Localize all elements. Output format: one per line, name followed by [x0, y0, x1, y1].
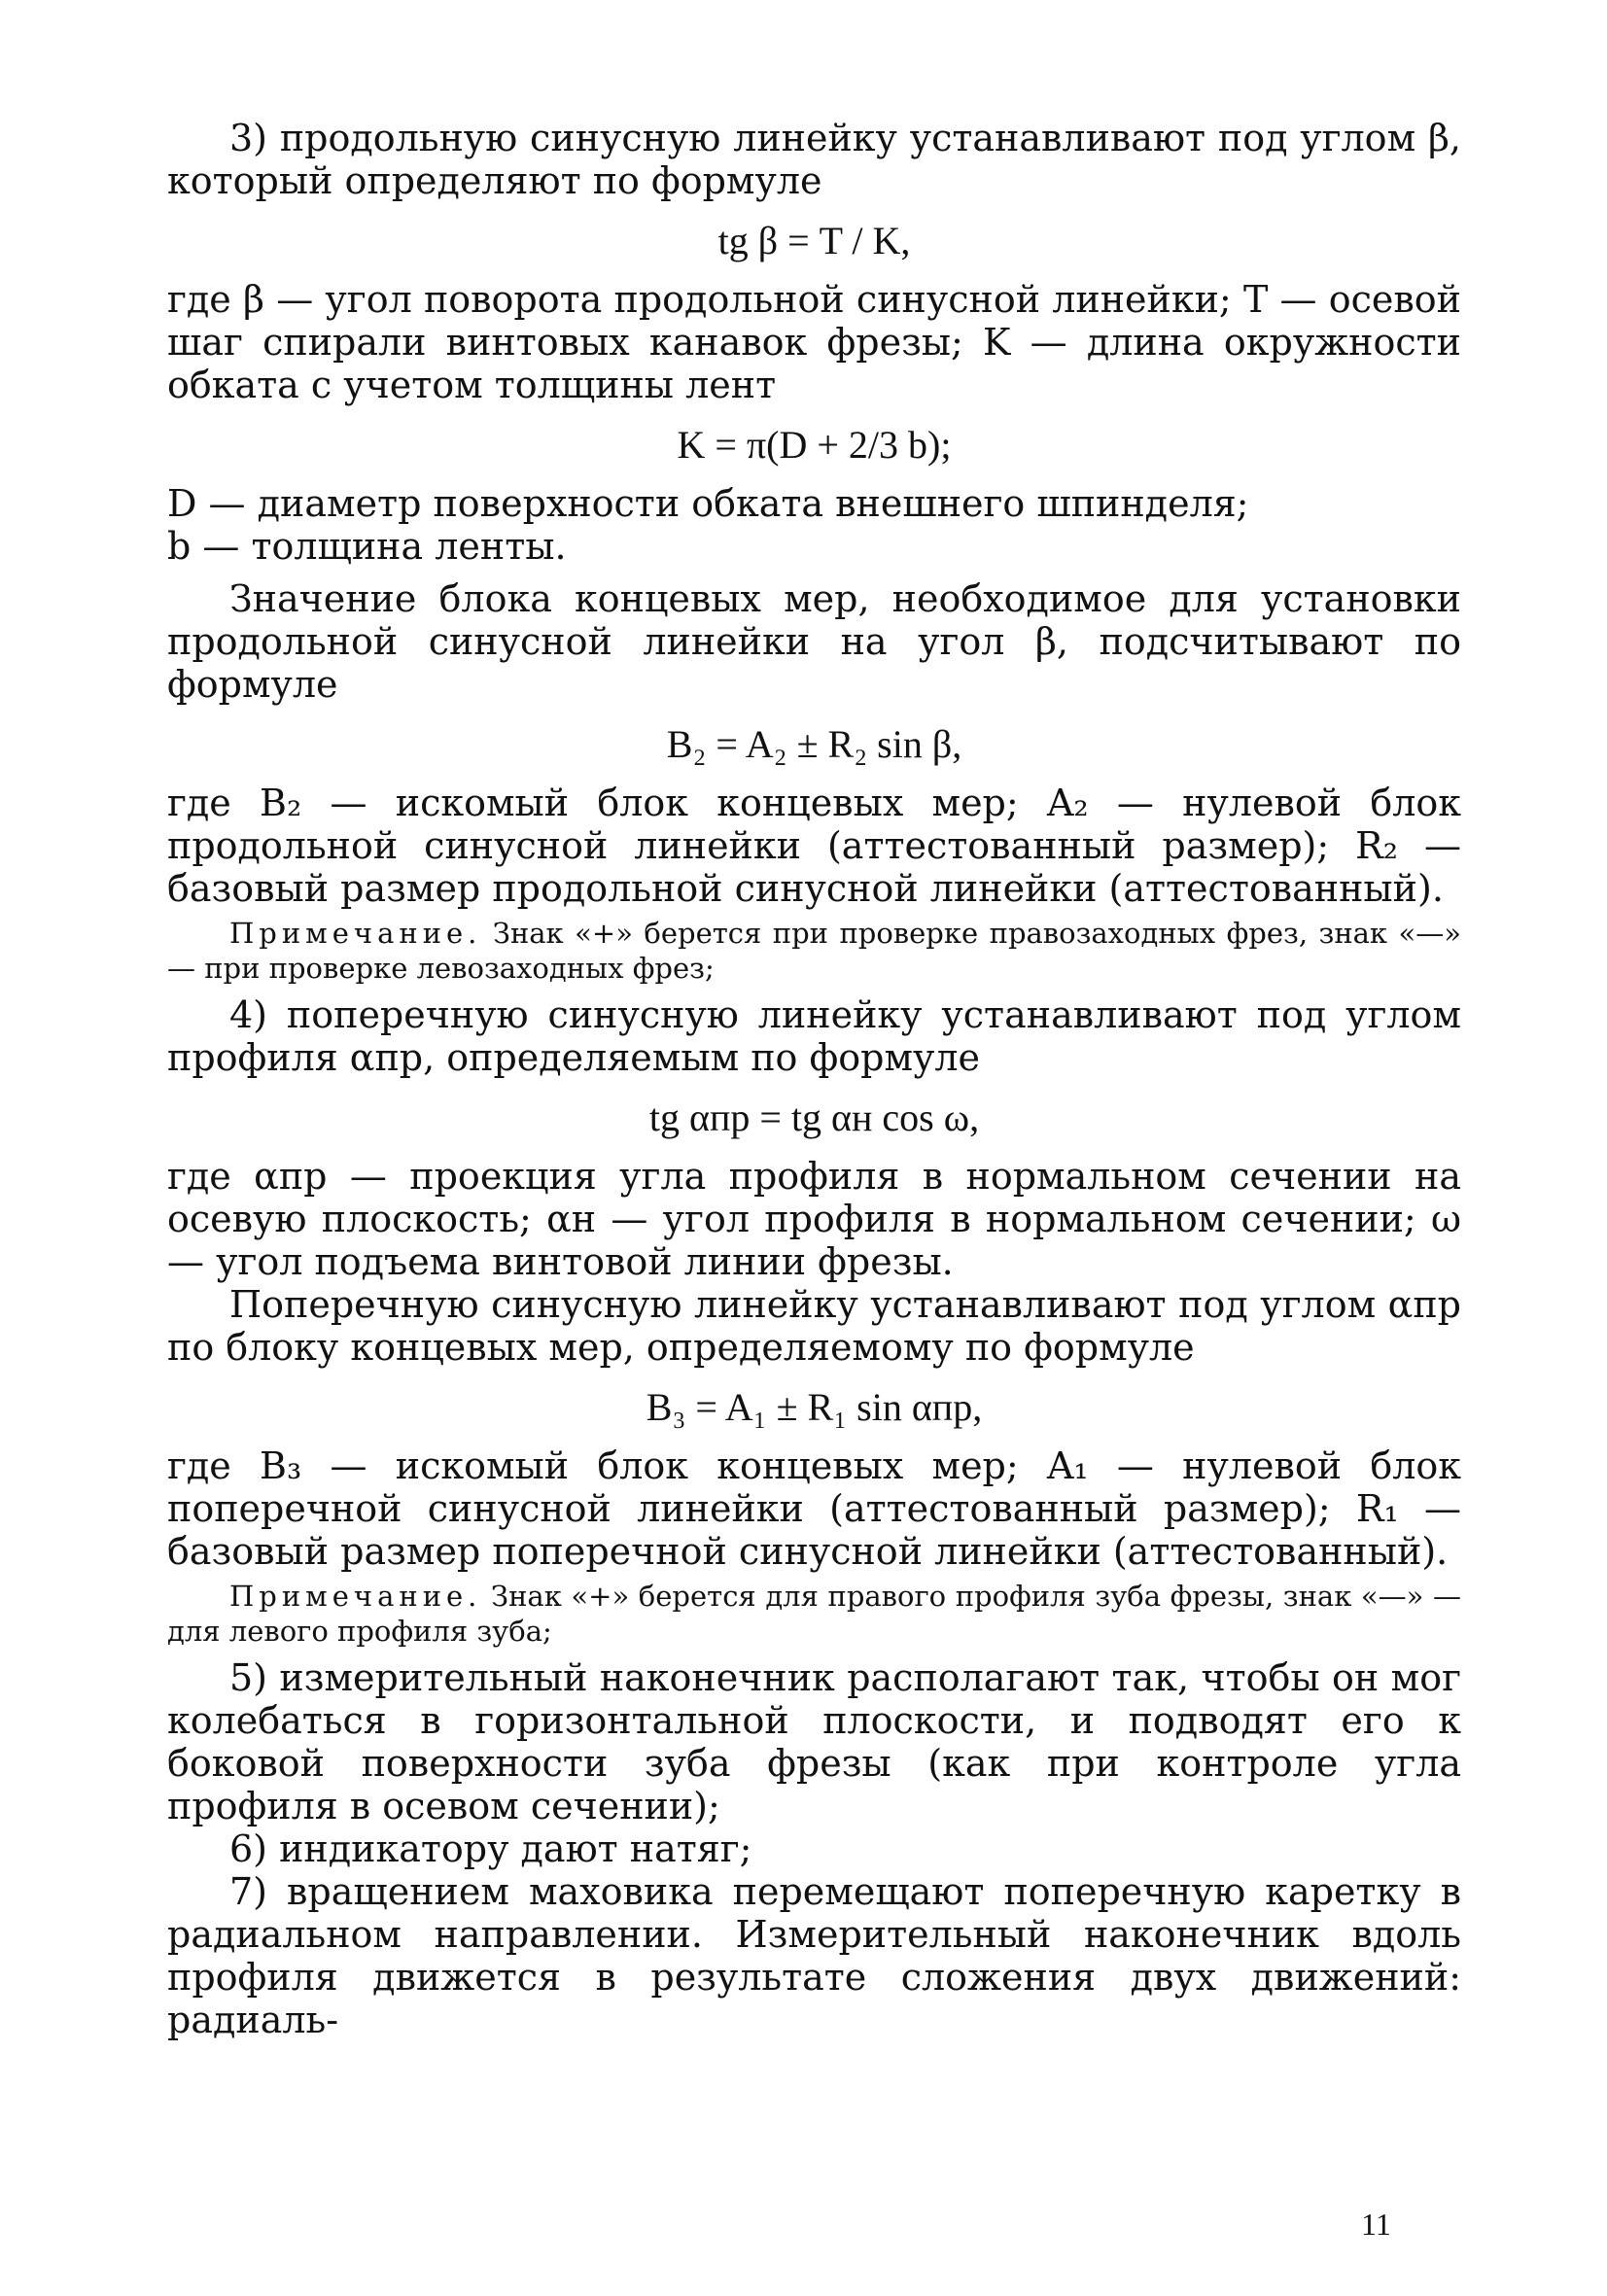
page-number: 11	[1361, 2207, 1391, 2242]
formula-text: tg β = T / K,	[717, 219, 911, 262]
formula-text: B₂ = A₂ ± R₂ sin β,	[666, 722, 962, 766]
paragraph-b2-definitions: где B₂ — искомый блок концевых мер; A₂ — нулевой блок продольной синусной линейки (аттестованный размер); R₂ — базовый размер продольной синусной линейки (аттестованный).	[167, 782, 1461, 910]
paragraph-step-4: 4) поперечную синусную линейку устанавливают под углом профиля αпр, определяемым по формуле	[167, 993, 1461, 1079]
paragraph-step-7: 7) вращением маховика перемещают поперечную каретку в радиальном направлении. Измерительный наконечник вдоль профиля движется в результате сложения двух движений: радиаль-	[167, 1870, 1461, 2041]
paragraph-b-definition: b — толщина ленты.	[167, 525, 567, 568]
formula-text: tg αпр = tg αн cos ω,	[648, 1096, 980, 1139]
paragraph-b3-definitions: где B₃ — искомый блок концевых мер; A₁ — нулевой блок поперечной синусной линейки (аттестованный размер); R₁ — базовый размер поперечной синусной линейки (аттестованный).	[167, 1444, 1461, 1573]
formula-tg-alpha	[167, 1095, 1461, 1141]
note-1-text: Знак «+» берется при проверке правозаходных фрез, знак «—» — при проверке левозаходных фрез;	[167, 917, 1462, 985]
paragraph-block-value: Значение блока концевых мер, необходимое для установки продольной синусной линейки на угол β, подсчитывают по формуле	[167, 577, 1461, 706]
paragraph-step-5: 5) измерительный наконечник располагают так, чтобы он мог колебаться в горизонтальной плоскости, и подводят его к боковой поверхности зуба фрезы (как при контроле угла профиля в осевом сечении);	[167, 1656, 1461, 1827]
note-1	[167, 916, 1461, 986]
note-2	[167, 1579, 1461, 1649]
paragraph-step-6: 6) индикатору дают натяг;	[229, 1827, 752, 1870]
formula-k	[167, 422, 1461, 469]
paragraph-beta-definitions: где β — угол поворота продольной синусной линейки; T — осевой шаг спирали винтовых канавок фрезы; K — длина окружности обката с учетом толщины лент	[167, 278, 1461, 406]
note-2-text: Знак «+» берется для правого профиля зуба фрезы, знак «—» — для левого профиля зуба;	[167, 1580, 1462, 1648]
formula-b3	[167, 1384, 1461, 1431]
paragraph-d-definition: D — диаметр поверхности обката внешнего шпинделя;	[167, 482, 1249, 525]
paragraph-transverse-setup: Поперечную синусную линейку устанавливают под углом αпр по блоку концевых мер, определяемому по формуле	[167, 1283, 1461, 1369]
formula-text: K = π(D + 2/3 b);	[677, 423, 952, 467]
paragraph-step-3: 3) продольную синусную линейку устанавливают под углом β, который определяют по формуле	[167, 117, 1461, 202]
note-2-head: Примечание.	[229, 1580, 482, 1613]
note-1-head: Примечание.	[229, 917, 482, 950]
formula-text: B₃ = A₁ ± R₁ sin αпр,	[646, 1385, 983, 1429]
formula-b2	[167, 721, 1461, 768]
formula-tg-beta	[167, 218, 1461, 264]
paragraph-alpha-definitions: где αпр — проекция угла профиля в нормальном сечении на осевую плоскость; αн — угол профиля в нормальном сечении; ω — угол подъема винтовой линии фрезы.	[167, 1155, 1461, 1283]
